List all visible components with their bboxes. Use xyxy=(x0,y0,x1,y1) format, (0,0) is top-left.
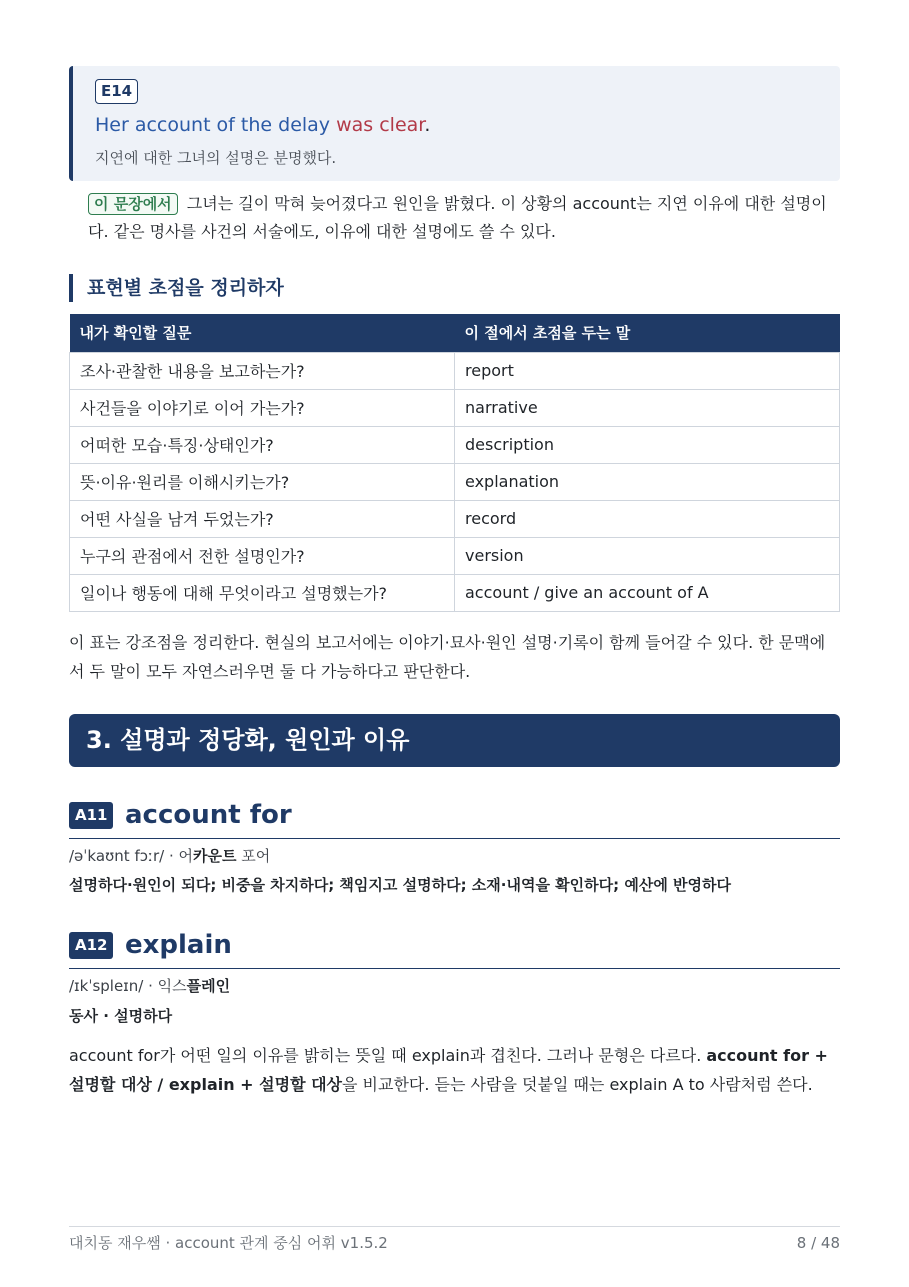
example-en-highlight: was clear xyxy=(336,114,425,136)
example-sentence-ko: 지연에 대한 그녀의 설명은 분명했다. xyxy=(95,149,337,167)
body-pattern-bold: account for + 설명할 대상 / explain + 설명할 대상 xyxy=(69,1046,828,1094)
entry-meaning: 동사 · 설명하다 xyxy=(69,1007,173,1025)
table-row xyxy=(70,426,840,463)
table-note: 이 표는 강조점을 정리한다. 현실의 보고서에는 이야기·묘사·원인 설명·기록이 함께 들어갈 수 있다. 한 문맥에서 두 말이 모두 자연스러우면 둘 다 가능하다고 판단한다. xyxy=(69,633,826,681)
table-cell-question: 어떠한 모습·특징·상태인가? xyxy=(70,426,455,463)
table-cell-question: 뜻·이유·원리를 이해시키는가? xyxy=(70,463,455,500)
entry-header xyxy=(69,929,840,969)
body-text-2: 을 비교한다. 듣는 사람을 덧붙일 때는 explain A to 사람처럼 쓴다. xyxy=(342,1075,813,1094)
entry-word: explain xyxy=(125,930,232,960)
context-text: 그녀는 길이 막혀 늦어졌다고 원인을 밝혔다. 이 상황의 account는 지연 이유에 대한 설명이다. 같은 명사를 사건의 서술에도, 이유에 대한 설명에도 쓸 수 있다. xyxy=(88,194,827,241)
pron-stress: 카운트 xyxy=(193,847,237,865)
pron-stress: 플레인 xyxy=(186,977,231,995)
table-row xyxy=(70,574,840,611)
footer-divider xyxy=(69,1226,840,1227)
table-cell-question: 어떤 사실을 남겨 두었는가? xyxy=(70,500,455,537)
table-row xyxy=(70,352,840,389)
table-row xyxy=(70,537,840,574)
table-header-word: 이 절에서 초점을 두는 말 xyxy=(455,314,840,352)
entry-badge: A12 xyxy=(69,932,113,959)
entry-pronunciation xyxy=(69,975,230,997)
table-cell-word: description xyxy=(455,426,840,463)
table-cell-word: report xyxy=(455,352,840,389)
focus-heading: 표현별 초점을 정리하자 xyxy=(69,274,284,302)
table-cell-question: 일이나 행동에 대해 무엇이라고 설명했는가? xyxy=(70,574,455,611)
example-en-part1: Her account of the delay xyxy=(95,114,337,136)
entry-word: account for xyxy=(125,800,292,830)
table-header-question: 내가 확인할 질문 xyxy=(70,314,455,352)
footer-title: 대치동 재우쌤 · account 관계 중심 어휘 v1.5.2 xyxy=(69,1234,388,1252)
example-sentence-en xyxy=(95,112,430,138)
pron-plain: /ɪkˈspleɪn/ · 익스 xyxy=(69,977,187,995)
table-cell-word: account / give an account of A xyxy=(455,574,840,611)
page-number: 8 / 48 xyxy=(796,1234,840,1252)
table-header-row xyxy=(70,314,840,352)
entry-meaning: 설명하다·원인이 되다; 비중을 차지하다; 책임지고 설명하다; 소재·내역을 확인하다; 예산에 반영하다 xyxy=(69,876,731,894)
body-text-1: account for가 어떤 일의 이유를 밝히는 뜻일 때 explain과 겹친다. 그러나 문형은 다르다. xyxy=(69,1046,707,1065)
entry-badge: A11 xyxy=(69,802,113,829)
body-paragraph xyxy=(69,1041,840,1099)
example-en-period: . xyxy=(424,114,431,136)
context-note xyxy=(88,190,838,246)
table-row xyxy=(70,463,840,500)
entry-header xyxy=(69,799,840,839)
table-cell-question: 조사·관찰한 내용을 보고하는가? xyxy=(70,352,455,389)
focus-table xyxy=(69,314,840,612)
entry-pronunciation xyxy=(69,845,270,867)
pron-tail: 포어 xyxy=(236,847,271,865)
table-row xyxy=(70,389,840,426)
table-cell-word: explanation xyxy=(455,463,840,500)
table-cell-question: 누구의 관점에서 전한 설명인가? xyxy=(70,537,455,574)
context-tag: 이 문장에서 xyxy=(88,193,178,215)
table-cell-word: version xyxy=(455,537,840,574)
table-row xyxy=(70,500,840,537)
pron-plain: /əˈkaʊnt fɔːr/ · 어 xyxy=(69,847,194,865)
example-box xyxy=(69,66,840,181)
example-tag: E14 xyxy=(95,79,138,104)
table-cell-question: 사건들을 이야기로 이어 가는가? xyxy=(70,389,455,426)
table-cell-word: record xyxy=(455,500,840,537)
table-cell-word: narrative xyxy=(455,389,840,426)
section-title: 3. 설명과 정당화, 원인과 이유 xyxy=(69,714,840,767)
